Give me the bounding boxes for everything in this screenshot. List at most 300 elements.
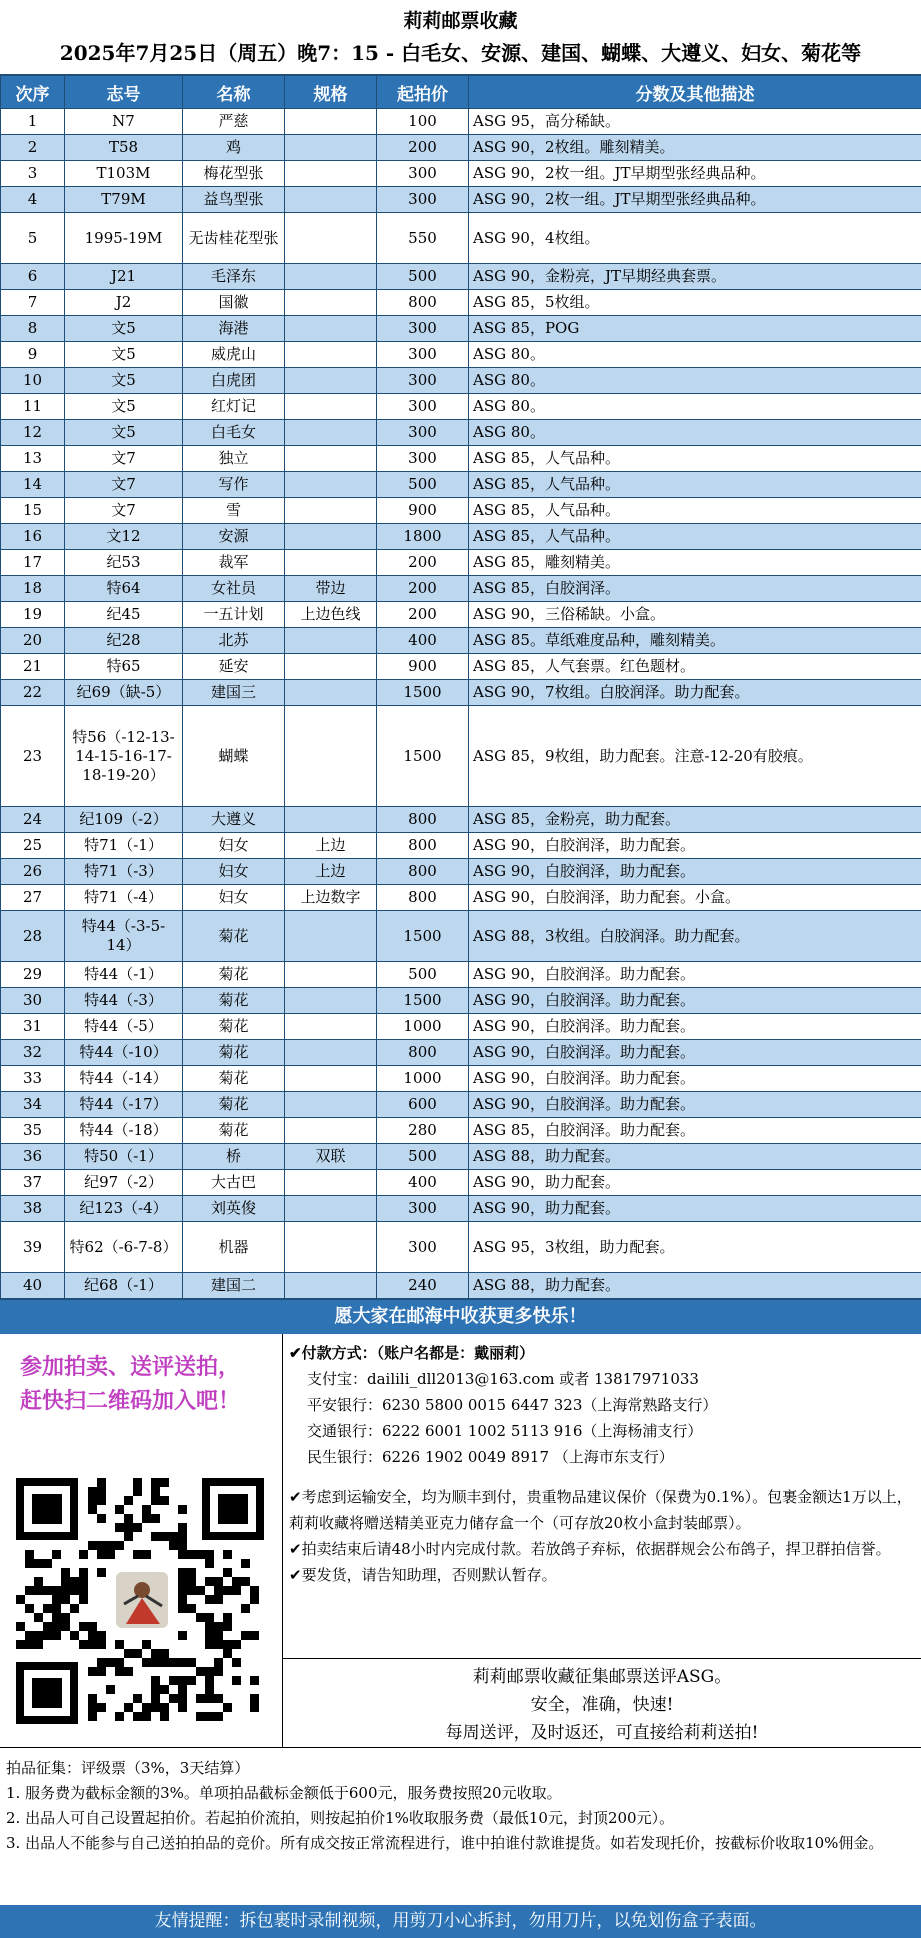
table-row: [1, 1196, 921, 1222]
table-row: [1, 654, 921, 680]
payment-line: 平安银行：6230 5800 0015 6447 323（上海常熟路支行）: [307, 1396, 718, 1414]
table-cell: 900: [377, 654, 469, 680]
table-cell: 300: [377, 342, 469, 368]
table-cell: 上边: [285, 859, 377, 885]
payment-heading: ✔付款方式：（账户名都是：戴丽莉）: [289, 1344, 535, 1362]
table-cell: [285, 290, 377, 316]
table-cell: 特50（-1）: [65, 1144, 183, 1170]
table-cell: ASG 85，金粉亮，助力配套。: [469, 807, 921, 833]
table-cell: [285, 962, 377, 988]
table-cell: 上边: [285, 833, 377, 859]
table-cell: T103M: [65, 161, 183, 187]
table-cell: 上边色线: [285, 602, 377, 628]
table-cell: 写作: [183, 472, 285, 498]
table-cell: 300: [377, 394, 469, 420]
table-cell: T79M: [65, 187, 183, 213]
table-cell: 39: [1, 1222, 65, 1273]
table-cell: 大古巴: [183, 1170, 285, 1196]
table-cell: 1: [1, 109, 65, 135]
table-cell: [285, 498, 377, 524]
table-cell: 纪28: [65, 628, 183, 654]
table-cell: [285, 316, 377, 342]
table-cell: [285, 911, 377, 962]
table-cell: 文5: [65, 316, 183, 342]
table-cell: 37: [1, 1170, 65, 1196]
table-cell: 妇女: [183, 885, 285, 911]
table-cell: ASG 80。: [469, 394, 921, 420]
table-cell: 16: [1, 524, 65, 550]
table-cell: 国徽: [183, 290, 285, 316]
table-cell: 40: [1, 1273, 65, 1299]
table-cell: 文7: [65, 498, 183, 524]
table-cell: ASG 95，3枚组，助力配套。: [469, 1222, 921, 1273]
table-cell: [285, 213, 377, 264]
table-cell: 24: [1, 807, 65, 833]
table-cell: ASG 85，POG: [469, 316, 921, 342]
table-cell: 3: [1, 161, 65, 187]
table-cell: 800: [377, 290, 469, 316]
footer-reminder: 友情提醒：拆包裹时录制视频，用剪刀小心拆封，勿用刀片，以免划伤盒子表面。: [0, 1905, 921, 1938]
table-cell: [285, 550, 377, 576]
table-cell: [285, 988, 377, 1014]
table-cell: 菊花: [183, 1066, 285, 1092]
table-cell: 菊花: [183, 1014, 285, 1040]
table-row: [1, 161, 921, 187]
table-row: [1, 706, 921, 807]
table-row: [1, 264, 921, 290]
table-cell: 900: [377, 498, 469, 524]
table-cell: ASG 85，人气品种。: [469, 446, 921, 472]
column-header: 次序: [1, 76, 65, 109]
table-cell: T58: [65, 135, 183, 161]
table-cell: 300: [377, 368, 469, 394]
table-row: [1, 859, 921, 885]
table-cell: 100: [377, 109, 469, 135]
table-cell: [285, 1092, 377, 1118]
table-row: [1, 472, 921, 498]
table-cell: ASG 85，雕刻精美。: [469, 550, 921, 576]
table-cell: 400: [377, 1170, 469, 1196]
table-row: [1, 524, 921, 550]
table-cell: 31: [1, 1014, 65, 1040]
table-row: [1, 1066, 921, 1092]
table-cell: 200: [377, 602, 469, 628]
table-row: [1, 1118, 921, 1144]
rules-heading: 拍品征集：评级票（3%，3天结算）: [6, 1759, 250, 1777]
table-cell: 特56（-12-13-14-15-16-17-18-19-20）: [65, 706, 183, 807]
table-row: [1, 576, 921, 602]
table-row: [1, 135, 921, 161]
table-row: [1, 911, 921, 962]
table-cell: [285, 706, 377, 807]
table-cell: 菊花: [183, 988, 285, 1014]
table-cell: 鸡: [183, 135, 285, 161]
table-cell: 4: [1, 187, 65, 213]
table-cell: 8: [1, 316, 65, 342]
table-cell: 17: [1, 550, 65, 576]
table-cell: [285, 654, 377, 680]
table-cell: [285, 472, 377, 498]
table-cell: ASG 90，2枚一组。JT早期型张经典品种。: [469, 187, 921, 213]
table-cell: [285, 1170, 377, 1196]
table-cell: 纪68（-1）: [65, 1273, 183, 1299]
table-cell: 300: [377, 420, 469, 446]
info-section: [0, 1334, 921, 1748]
auction-subtitle: 2025年7月25日（周五）晚7：15 - 白毛女、安源、建国、蝴蝶、大遵义、妇女、菊花等: [59, 41, 862, 65]
table-cell: [285, 1118, 377, 1144]
table-cell: 1500: [377, 988, 469, 1014]
table-cell: ASG 90，助力配套。: [469, 1170, 921, 1196]
table-cell: 300: [377, 1196, 469, 1222]
table-cell: 1500: [377, 706, 469, 807]
table-cell: 特44（-14）: [65, 1066, 183, 1092]
table-cell: 菊花: [183, 1118, 285, 1144]
table-cell: 带边: [285, 576, 377, 602]
column-header: 名称: [183, 76, 285, 109]
column-header: 规格: [285, 76, 377, 109]
table-row: [1, 962, 921, 988]
table-row: [1, 988, 921, 1014]
table-row: [1, 1092, 921, 1118]
grading-promo: [283, 1659, 921, 1747]
table-cell: 30: [1, 988, 65, 1014]
table-cell: ASG 90，7枚组。白胶润泽。助力配套。: [469, 680, 921, 706]
table-cell: 严慈: [183, 109, 285, 135]
table-cell: 特44（-5）: [65, 1014, 183, 1040]
table-cell: [285, 680, 377, 706]
table-cell: 蝴蝶: [183, 706, 285, 807]
table-row: [1, 1014, 921, 1040]
table-cell: 36: [1, 1144, 65, 1170]
grading-line-3: 每周送评，及时返还，可直接给莉莉送拍!: [445, 1723, 759, 1743]
table-body: [1, 109, 921, 1299]
table-cell: 22: [1, 680, 65, 706]
table-row: [1, 885, 921, 911]
table-cell: 特44（-10）: [65, 1040, 183, 1066]
table-cell: 18: [1, 576, 65, 602]
table-cell: ASG 90，白胶润泽。助力配套。: [469, 988, 921, 1014]
table-cell: 800: [377, 807, 469, 833]
table-cell: 菊花: [183, 962, 285, 988]
table-cell: 红灯记: [183, 394, 285, 420]
table-cell: 特44（-3）: [65, 988, 183, 1014]
grading-line-1: 莉莉邮票收藏征集邮票送评ASG。: [472, 1667, 732, 1687]
payment-panel: [283, 1334, 921, 1747]
table-cell: 妇女: [183, 833, 285, 859]
lot-table: [0, 75, 921, 1299]
table-cell: 10: [1, 368, 65, 394]
table-cell: 文5: [65, 342, 183, 368]
table-row: [1, 1273, 921, 1299]
table-cell: [285, 187, 377, 213]
table-cell: 38: [1, 1196, 65, 1222]
table-cell: 延安: [183, 654, 285, 680]
table-cell: 35: [1, 1118, 65, 1144]
table-cell: 25: [1, 833, 65, 859]
rule-item: 3. 出品人不能参与自己送拍拍品的竞价。所有成交按正常流程进行，谁中拍谁付款谁提货。如若发现托价，按截标价收取10%佣金。: [6, 1834, 884, 1852]
wish-banner: 愿大家在邮海中收获更多快乐！: [0, 1299, 921, 1334]
table-cell: 文7: [65, 446, 183, 472]
table-cell: ASG 85，白胶润泽。助力配套。: [469, 1118, 921, 1144]
table-cell: 纪45: [65, 602, 183, 628]
table-cell: ASG 85，9枚组，助力配套。注意-12-20有胶痕。: [469, 706, 921, 807]
table-cell: [285, 1196, 377, 1222]
table-cell: 1995-19M: [65, 213, 183, 264]
table-cell: 刘英俊: [183, 1196, 285, 1222]
table-cell: 文12: [65, 524, 183, 550]
table-cell: ASG 90，2枚一组。JT早期型张经典品种。: [469, 161, 921, 187]
table-cell: 20: [1, 628, 65, 654]
table-cell: ASG 90，4枚组。: [469, 213, 921, 264]
table-cell: 特62（-6-7-8）: [65, 1222, 183, 1273]
table-cell: 特44（-18）: [65, 1118, 183, 1144]
table-cell: ASG 85，5枚组。: [469, 290, 921, 316]
table-cell: 无齿桂花型张: [183, 213, 285, 264]
table-cell: 文5: [65, 394, 183, 420]
table-cell: 1500: [377, 680, 469, 706]
promo-text: [0, 1334, 282, 1418]
table-header-row: [1, 76, 921, 109]
column-header: 分数及其他描述: [469, 76, 921, 109]
table-cell: 建国二: [183, 1273, 285, 1299]
rule-item: 1. 服务费为截标金额的3%。单项拍品截标金额低于600元，服务费按照20元收取。: [6, 1784, 562, 1802]
table-cell: ASG 85，人气品种。: [469, 498, 921, 524]
payment-info: [283, 1334, 921, 1659]
table-cell: 特44（-17）: [65, 1092, 183, 1118]
table-cell: 双联: [285, 1144, 377, 1170]
table-cell: 7: [1, 290, 65, 316]
table-cell: 上边数字: [285, 885, 377, 911]
table-cell: 1000: [377, 1014, 469, 1040]
table-cell: 300: [377, 161, 469, 187]
table-cell: ASG 90，三俗稀缺。小盒。: [469, 602, 921, 628]
table-cell: 特44（-1）: [65, 962, 183, 988]
table-row: [1, 807, 921, 833]
table-cell: 500: [377, 472, 469, 498]
table-cell: 妇女: [183, 859, 285, 885]
table-cell: 特64: [65, 576, 183, 602]
table-cell: 纪69（缺-5）: [65, 680, 183, 706]
table-cell: 梅花型张: [183, 161, 285, 187]
table-cell: 600: [377, 1092, 469, 1118]
table-cell: 菊花: [183, 1092, 285, 1118]
table-cell: ASG 88，3枚组。白胶润泽。助力配套。: [469, 911, 921, 962]
table-row: [1, 1170, 921, 1196]
table-cell: 1000: [377, 1066, 469, 1092]
table-cell: 500: [377, 962, 469, 988]
table-cell: 文5: [65, 420, 183, 446]
table-cell: [285, 1040, 377, 1066]
table-cell: 29: [1, 962, 65, 988]
table-cell: 毛泽东: [183, 264, 285, 290]
table-cell: [285, 1222, 377, 1273]
promo-panel: [0, 1334, 283, 1747]
table-cell: ASG 80。: [469, 420, 921, 446]
table-cell: 特71（-4）: [65, 885, 183, 911]
table-cell: ASG 85，人气品种。: [469, 472, 921, 498]
table-cell: [285, 1273, 377, 1299]
table-cell: 400: [377, 628, 469, 654]
table-cell: 纪109（-2）: [65, 807, 183, 833]
table-cell: ASG 85。草纸难度品种，雕刻精美。: [469, 628, 921, 654]
table-row: [1, 628, 921, 654]
table-cell: 27: [1, 885, 65, 911]
table-cell: ASG 90，金粉亮，JT早期经典套票。: [469, 264, 921, 290]
consignment-rules: [0, 1748, 921, 1912]
qr-code-icon[interactable]: [14, 1476, 266, 1726]
table-cell: 200: [377, 576, 469, 602]
promo-line-2: 赶快扫二维码加入吧！: [20, 1388, 241, 1414]
table-cell: 纪123（-4）: [65, 1196, 183, 1222]
table-cell: J2: [65, 290, 183, 316]
table-cell: 26: [1, 859, 65, 885]
table-cell: 19: [1, 602, 65, 628]
table-cell: 23: [1, 706, 65, 807]
table-cell: 280: [377, 1118, 469, 1144]
table-cell: 雪: [183, 498, 285, 524]
table-cell: 威虎山: [183, 342, 285, 368]
table-cell: 500: [377, 264, 469, 290]
table-cell: 安源: [183, 524, 285, 550]
column-header: 志号: [65, 76, 183, 109]
table-cell: ASG 90，白胶润泽。助力配套。: [469, 1040, 921, 1066]
table-cell: 12: [1, 420, 65, 446]
table-cell: 北苏: [183, 628, 285, 654]
table-cell: 菊花: [183, 911, 285, 962]
table-cell: 21: [1, 654, 65, 680]
table-cell: [285, 342, 377, 368]
table-row: [1, 1222, 921, 1273]
table-cell: 2: [1, 135, 65, 161]
header: [0, 0, 921, 75]
table-cell: ASG 95，高分稀缺。: [469, 109, 921, 135]
table-cell: ASG 90，白胶润泽，助力配套。小盒。: [469, 885, 921, 911]
table-cell: 女社员: [183, 576, 285, 602]
shipping-note: ✔考虑到运输安全，均为顺丰到付，贵重物品建议保价（保费为0.1%）。包裹金额达1万以上，莉莉收藏将赠送精美亚克力储存盒一个（可存放20枚小盒封装邮票）。: [289, 1488, 912, 1532]
table-cell: ASG 90，白胶润泽。助力配套。: [469, 962, 921, 988]
table-cell: 800: [377, 833, 469, 859]
payment-line: 民生银行：6226 1902 0049 8917 （上海市东支行）: [307, 1448, 674, 1466]
table-cell: 特71（-1）: [65, 833, 183, 859]
table-cell: 300: [377, 187, 469, 213]
table-row: [1, 316, 921, 342]
table-row: [1, 213, 921, 264]
table-cell: 纪97（-2）: [65, 1170, 183, 1196]
table-cell: 1800: [377, 524, 469, 550]
table-cell: [285, 368, 377, 394]
table-cell: ASG 80。: [469, 368, 921, 394]
table-cell: [285, 628, 377, 654]
table-cell: ASG 90，白胶润泽。助力配套。: [469, 1092, 921, 1118]
payment-deadline-note: ✔拍卖结束后请48小时内完成付款。若放鸽子弃标，依据群规会公布鸽子，捍卫群拍信誉。: [289, 1540, 891, 1558]
table-row: [1, 498, 921, 524]
table-cell: ASG 85，人气套票。红色题材。: [469, 654, 921, 680]
table-row: [1, 550, 921, 576]
table-cell: 13: [1, 446, 65, 472]
table-cell: 800: [377, 885, 469, 911]
table-cell: 特44（-3-5-14）: [65, 911, 183, 962]
table-cell: 特71（-3）: [65, 859, 183, 885]
table-cell: 裁军: [183, 550, 285, 576]
table-cell: 白虎团: [183, 368, 285, 394]
table-cell: 800: [377, 1040, 469, 1066]
table-cell: 机器: [183, 1222, 285, 1273]
table-cell: [285, 420, 377, 446]
table-cell: ASG 90，白胶润泽，助力配套。: [469, 833, 921, 859]
table-cell: N7: [65, 109, 183, 135]
table-cell: 800: [377, 859, 469, 885]
table-cell: ASG 90，白胶润泽，助力配套。: [469, 859, 921, 885]
table-cell: 独立: [183, 446, 285, 472]
table-cell: 240: [377, 1273, 469, 1299]
table-cell: 300: [377, 446, 469, 472]
table-row: [1, 446, 921, 472]
table-cell: [285, 394, 377, 420]
table-cell: [285, 264, 377, 290]
table-cell: 32: [1, 1040, 65, 1066]
table-cell: ASG 90，助力配套。: [469, 1196, 921, 1222]
table-cell: 9: [1, 342, 65, 368]
table-cell: 300: [377, 316, 469, 342]
table-cell: 5: [1, 213, 65, 264]
table-cell: [285, 109, 377, 135]
table-cell: 34: [1, 1092, 65, 1118]
table-cell: ASG 90，2枚组。雕刻精美。: [469, 135, 921, 161]
grading-line-2: 安全，准确，快速!: [530, 1695, 674, 1715]
table-row: [1, 394, 921, 420]
table-cell: 大遵义: [183, 807, 285, 833]
table-row: [1, 109, 921, 135]
table-cell: 6: [1, 264, 65, 290]
table-cell: ASG 90，白胶润泽。助力配套。: [469, 1066, 921, 1092]
table-row: [1, 368, 921, 394]
table-cell: [285, 161, 377, 187]
table-cell: ASG 88，助力配套。: [469, 1144, 921, 1170]
table-cell: 1500: [377, 911, 469, 962]
payment-line: 支付宝：dailili_dll2013@163.com 或者 13817971033: [307, 1370, 699, 1388]
table-row: [1, 342, 921, 368]
table-cell: 一五计划: [183, 602, 285, 628]
table-row: [1, 833, 921, 859]
table-row: [1, 602, 921, 628]
table-cell: J21: [65, 264, 183, 290]
table-row: [1, 1144, 921, 1170]
table-cell: 纪53: [65, 550, 183, 576]
table-cell: 文7: [65, 472, 183, 498]
table-cell: 200: [377, 550, 469, 576]
table-row: [1, 290, 921, 316]
table-cell: 建国三: [183, 680, 285, 706]
table-cell: 益鸟型张: [183, 187, 285, 213]
payment-line: 交通银行：6222 6001 1002 5113 916（上海杨浦支行）: [307, 1422, 703, 1440]
table-cell: 文5: [65, 368, 183, 394]
table-cell: ASG 90，白胶润泽。助力配套。: [469, 1014, 921, 1040]
table-cell: 15: [1, 498, 65, 524]
table-cell: [285, 135, 377, 161]
table-cell: 海港: [183, 316, 285, 342]
table-cell: 14: [1, 472, 65, 498]
page-title: 莉莉邮票收藏: [403, 10, 518, 32]
table-cell: ASG 88，助力配套。: [469, 1273, 921, 1299]
table-cell: [285, 807, 377, 833]
table-cell: 桥: [183, 1144, 285, 1170]
table-row: [1, 187, 921, 213]
table-cell: [285, 446, 377, 472]
table-cell: 11: [1, 394, 65, 420]
table-cell: [285, 1066, 377, 1092]
rule-item: 2. 出品人可自己设置起拍价。若起拍价流拍，则按起拍价1%收取服务费（最低10元，封顶200元）。: [6, 1809, 675, 1827]
table-cell: 550: [377, 213, 469, 264]
